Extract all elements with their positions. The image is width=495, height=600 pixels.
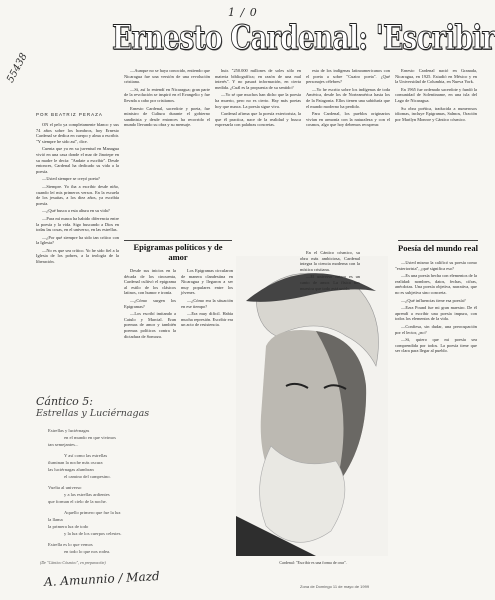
article-column-2 [124, 68, 210, 238]
article-paragraph: En el Cántico cósmico, su obra más ambiciosa, Cardenal integra la ciencia moderna con la mística cristiana. [300, 250, 360, 272]
subhead-epigramas: Epigramas políticos y de amor [133, 242, 223, 262]
article-column-1 [36, 122, 119, 387]
poem-subtitle: Estrellas y Luciérnagas [36, 408, 150, 419]
article-paragraph: —¿Por qué siempre ha sido tan crítico con la Iglesia? [36, 234, 119, 246]
section-rule [398, 240, 478, 241]
article-paragraph: —El universo entero es un canto de amor. La física nos muestra que todo está unido. [300, 274, 360, 291]
article-paragraph: —Usted mismo la calificó su poesía como "exteriorista", ¿qué significa eso? [395, 260, 477, 271]
article-paragraph: Ernesto Cardenal, sacerdote y poeta, fue ministro de Cultura durante el gobierno sandinista y desde entonces ha recorrido el mundo llevando su obra y su mensaje. [124, 105, 210, 128]
poem-line: tan semejantes... [48, 442, 79, 447]
article-paragraph: En 1965 fue ordenado sacerdote y fundó la comunidad de Solentiname, en una isla del Lago de Nicaragua. [395, 86, 477, 103]
article-paragraph: —Ezra Pound fue mi gran maestro. De él aprendí a escribir una poesía impura, con todos los elementos de la vida. [395, 305, 477, 322]
article-paragraph: —Confiesa, sin dudar, una preocupación por el lector, ¿no? [395, 323, 477, 335]
article-paragraph: —Yo sé que muchos han dicho que la poesía ha muerto, pero no es cierto. Hay más poetas hoy que nunca. La poesía sigue viva. [215, 92, 301, 109]
article-paragraph: —Siempre. Yo iba a escribir desde niño, cuando leí mis primeros versos. En la escuela de los jesuitas, a los diez años, ya escribía poesía. [36, 183, 119, 206]
photo-caption: Cardenal: "Escribir es una forma de orar". [279, 560, 347, 565]
article-paragraph: esta de los indígenas latinoamericanos con el poeta a sobre "Cuatro poeta". ¿Qué personajes célebres? [306, 68, 390, 85]
poem-line: Estrellas y luciérnagas [48, 428, 90, 433]
poem-lines [36, 427, 196, 555]
subhead-poesia: Poesía del mundo real [398, 243, 478, 253]
poem-line: Aquello primero que fue la luz [64, 510, 121, 515]
article-column-5 [395, 68, 477, 238]
article-column-4b [300, 250, 360, 370]
article-paragraph: Cardenal afirma que la poesía exteriorista, la que él practica, nace de la realidad y busca expresarla con palabras concretas. [215, 111, 301, 128]
poem-line: en el mundo en que vivimos [64, 435, 116, 440]
article-paragraph: —No es que sea crítico. Yo he sido fiel a la Iglesia de los pobres, a la teología de la liberación. [36, 247, 119, 265]
poem-line: el camino del campesino. [64, 474, 111, 479]
poem-line: iluminan la noche más oscura [48, 460, 103, 465]
article-paragraph: Para Cardenal, los pueblos originarios vivían en armonía con la naturaleza y con el cosmos, algo que hoy debemos recuperar. [306, 111, 390, 128]
poem-line: que forman el cielo de la noche. [48, 499, 107, 504]
article-paragraph: —Sí, así lo entendí en Nicaragua; gran parte de la revolución se inspiró en el Evangelio y fue llevada a cabo por cristianos. [124, 86, 210, 103]
article-paragraph: —Es una poesía hecha con elementos de la realidad: nombres, datos, fechas, cifras, anécdotas. Una poesía objetiva, narrativa, que no es subjetiva sino concreta. [395, 273, 477, 295]
article-paragraph: ON el pelo ya completamente blanco y sus 74 años sobre los hombros, hoy Ernesto Cardenal se dedica en cuerpo y alma a escribir. "Y siempre he sido así", dice. [36, 122, 119, 144]
poem-line: la primera luz de todo [48, 524, 89, 529]
poem-line: la llama [48, 517, 63, 522]
article-paragraph: —Yo he escrito sobre los indígenas de toda América, desde los de Norteamérica hasta los de la Patagonia. Ellos tienen una sabiduría que el mundo moderno ha perdido. [306, 86, 390, 109]
article-paragraph: —Para mí nunca ha habido diferencia entre la poesía y la vida. Sigo buscando a Dios en todas las cosas, en el universo, en las estrellas. [36, 215, 119, 233]
byline: POR BEATRIZ PERAZA [36, 112, 103, 117]
article-paragraph: —¿Cómo surgen los Epigramas? [124, 297, 176, 309]
poem-line: y la luz de los cuerpos celestes. [64, 531, 122, 536]
article-paragraph: —Sí, quiero que mi poesía sea comprendida por todos. La poesía tiene que ser clara para llegar al pueblo. [395, 337, 477, 354]
poem-title: Cántico 5: [36, 395, 93, 408]
article-paragraph: Ernesto Cardenal nació en Granada, Nicaragua, en 1925. Estudió en México y en la Universidad de Columbia, en Nueva York. [395, 68, 477, 85]
handwritten-date: 1 / 0 [228, 6, 258, 19]
poem-box [36, 395, 196, 560]
article-paragraph: —Usted siempre se creyó poeta? [42, 176, 100, 182]
article-paragraph: —Aunque no se haya conocido, entiendo que Nicaragua fue una versión de una revolución cristiana. [124, 68, 210, 85]
article-paragraph: —¿Qué busca a esta altura en su vida? [42, 208, 110, 214]
article-column-5b [395, 260, 477, 540]
poem-line: las luciérnagas alumbran [48, 467, 94, 472]
article-paragraph: —Los escribí imitando a Catulo y Marcial. Eran poemas de amor y también poemas políticos contra la dictadura de Somoza. [124, 311, 176, 339]
section-rule [124, 240, 232, 241]
article-paragraph: —Era muy difícil. Había mucha represión. Escribir era un acto de resistencia. [181, 311, 233, 328]
handwritten-code: 55438 [5, 51, 30, 85]
article-column-3 [215, 68, 301, 238]
poem-line: Y así como las estrellas [64, 453, 108, 458]
article-headline: Ernesto Cardenal: 'Escribir [112, 18, 495, 58]
article-column-4 [306, 68, 390, 238]
article-paragraph: —¿Cómo era la situación en ese tiempo? [181, 297, 233, 309]
poem-line: en todo lo que nos rodea. [64, 549, 111, 554]
article-paragraph: Desde sus inicios en la década de los cincuenta, Cardenal cultivó el epigrama al estilo de los clásicos latinos, con humor e ironía. [124, 268, 176, 296]
article-paragraph: Los Epigramas circularon de manera clandestina en Nicaragua y llegaron a ser muy populares entre los jóvenes. [181, 268, 233, 296]
article-paragraph: Su obra poética, traducida a numerosos idiomas, incluye Epigramas, Salmos, Oración por Marilyn Monroe y Cántico cósmico. [395, 105, 477, 122]
page-footer: Zona de Domingo 11 de mayo de 1999 [300, 584, 370, 589]
handwritten-signature: A. Amunnio / Mazd [43, 568, 161, 590]
poem-line: Estrella es lo que vemos [48, 542, 93, 547]
poem-line: Vuelta al universo [48, 485, 82, 490]
poem-credit: (De "Cántico Cósmico", en preparación) [40, 560, 106, 565]
article-paragraph: huir. "250.000 millones de soles sólo en materia bibliográfica; en razón de una mal interés". Y no pasará información, en cierta medida. ¿Cuál es la propuesta de su sentido? [215, 68, 301, 90]
poem-line: y a las estrellas ardientes [64, 492, 110, 497]
article-paragraph: Cuenta que ya en su juventud en Managua vivió en una casa donde el mar de Jinotepe en su madre le decía: "Andate a escribir". Desde entonces, Cardenal ha dedicado su vida a la poesía. [36, 146, 119, 174]
article-paragraph: —¿Qué influencias tiene esa poesía? [401, 297, 466, 303]
